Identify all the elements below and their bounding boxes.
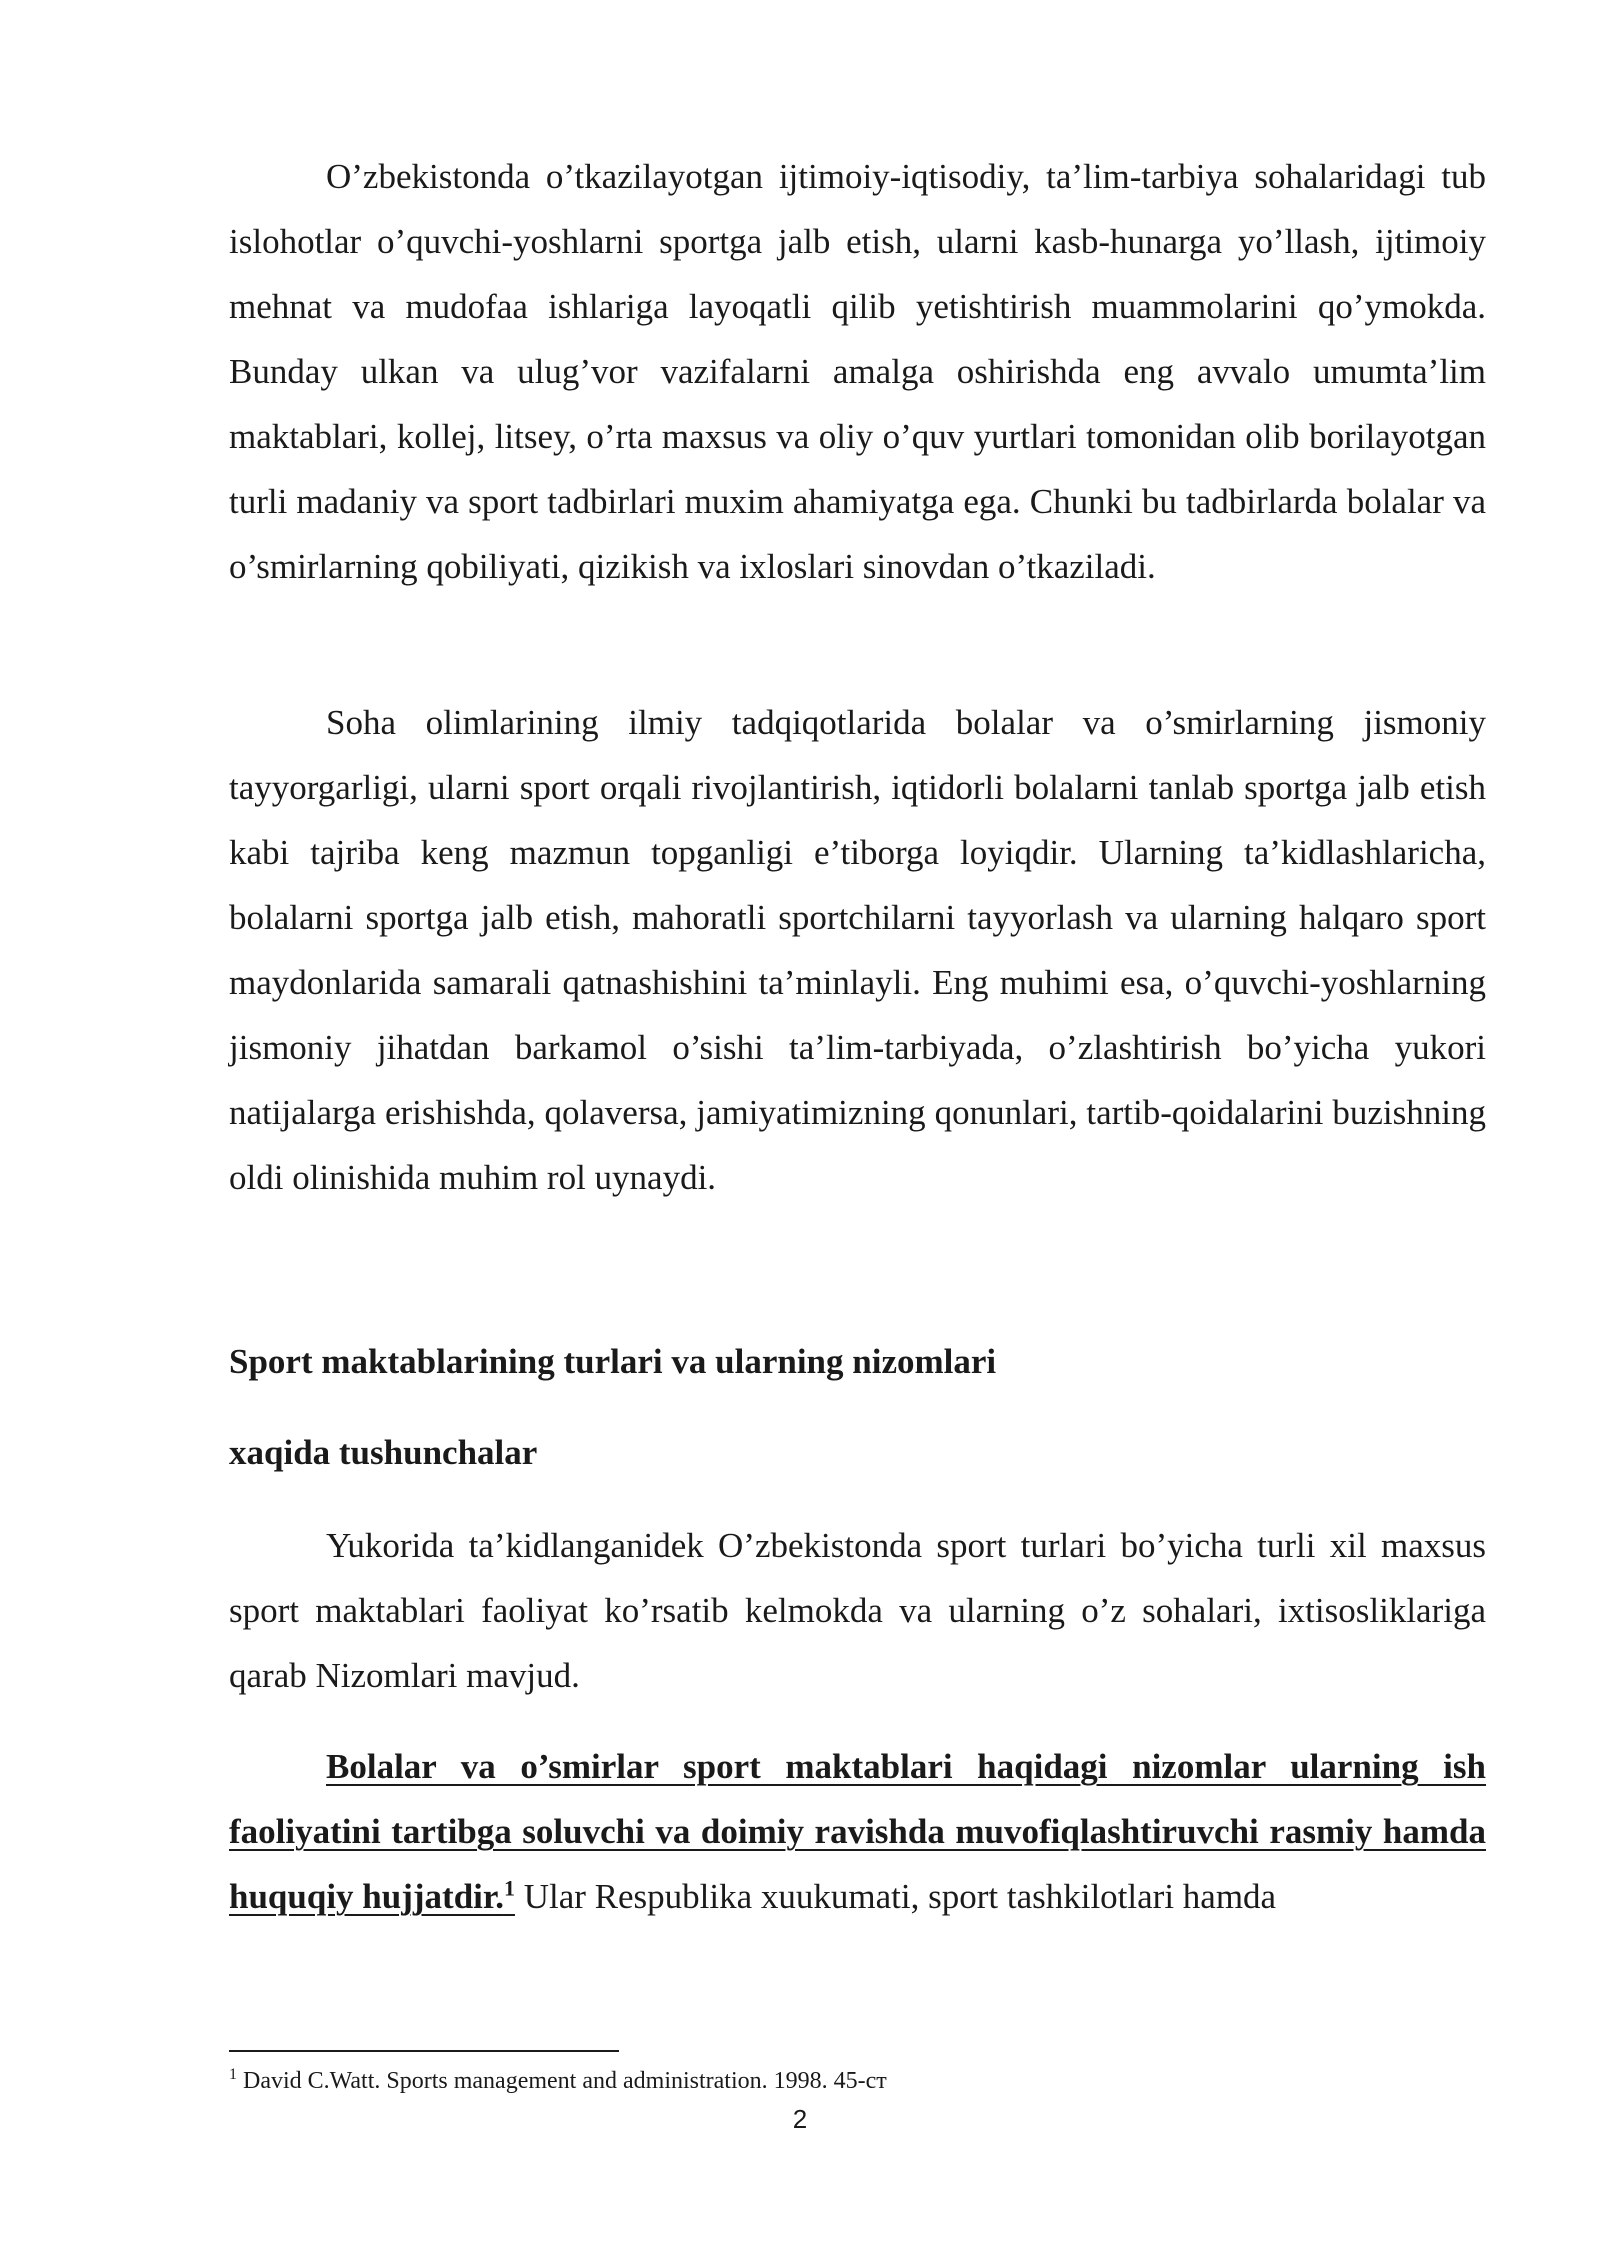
paragraph-schools: Yukorida ta’kidlanganidek O’zbekistonda sport turlari bo’yicha turli xil maxsus sport maktablari faoliyat ko’rsatib kelmokda va ularning o’z sohalari, ixtisosliklariga qarab Nizomlari mavjud. — [229, 1526, 1486, 1695]
section-heading-line2: xaqida tushunchalar — [229, 1433, 538, 1472]
underlined-definition-text: Bolalar va o’smirlar sport maktablari haqidagi nizomlar ularning ish faoliyatini tartibga soluvchi va doimiy ravishda muvofiqlashtiruvchi rasmiy hamda huquqiy hujjatdir. — [229, 1747, 1486, 1916]
page-number: 2 — [792, 2104, 808, 2134]
paragraph-regulations — [229, 1734, 1486, 1929]
section-heading-line1: Sport maktablarining turlari va ularning nizomlari — [229, 1342, 997, 1381]
footnote — [229, 2066, 1486, 2096]
footnote-text: David C.Watt. Sports management and administration. 1998. 45-ст — [237, 2068, 887, 2094]
paragraph-intro: O’zbekistonda o’tkazilayotgan ijtimoiy-iqtisodiy, ta’lim-tarbiya sohalaridagi tub islohotlar o’quvchi-yoshlarni sportga jalb etish, ularni kasb-hunarga yo’llash, ijtimoiy mehnat va mudofaa ishlariga layoqatli qilib yetishtirish muammolarini qo’ymokda. Bunday ulkan va ulug’vor vazifalarni amalga oshirishda eng avvalo umumta’lim maktablari, kollej, litsey, o’rta maxsus va oliy o’quv yurtlari tomonidan olib borilayotgan turli madaniy va sport tadbirlari muxim ahamiyatga ega. Chunki bu tadbirlarda bolalar va o’smirlarning qobiliyati, qizikish va ixloslari sinovdan o’tkaziladi. — [229, 157, 1486, 586]
footnote-reference[interactable]: 1 — [503, 1875, 515, 1901]
paragraph-regulations-continuation: Ular Respublika xuukumati, sport tashkilotlari hamda — [514, 1877, 1277, 1916]
paragraph-research: Soha olimlarining ilmiy tadqiqotlarida bolalar va o’smirlarning jismoniy tayyorgarligi, ularni sport orqali rivojlantirish, iqtidorli bolalarni tanlab sportga jalb etish kabi tajriba keng mazmun topganligi e’tiborga loyiqdir. Ularning ta’kidlashlaricha, bolalarni sportga jalb etish, mahoratli sportchilarni tayyorlash va ularning halqaro sport maydonlarida samarali qatnashishini ta’minlayli. Eng muhimi esa, o’quvchi-yoshlarning jismoniy jihatdan barkamol o’sishi ta’lim-tarbiyada, o’zlashtirish bo’yicha yukori natijalarga erishishda, qolaversa, jamiyatimizning qonunlari, tartib-qoidalarini buzishning oldi olinishida muhim rol uynaydi. — [229, 703, 1486, 1197]
footnote-separator — [229, 2050, 619, 2052]
footnote-number: 1 — [229, 2066, 237, 2083]
